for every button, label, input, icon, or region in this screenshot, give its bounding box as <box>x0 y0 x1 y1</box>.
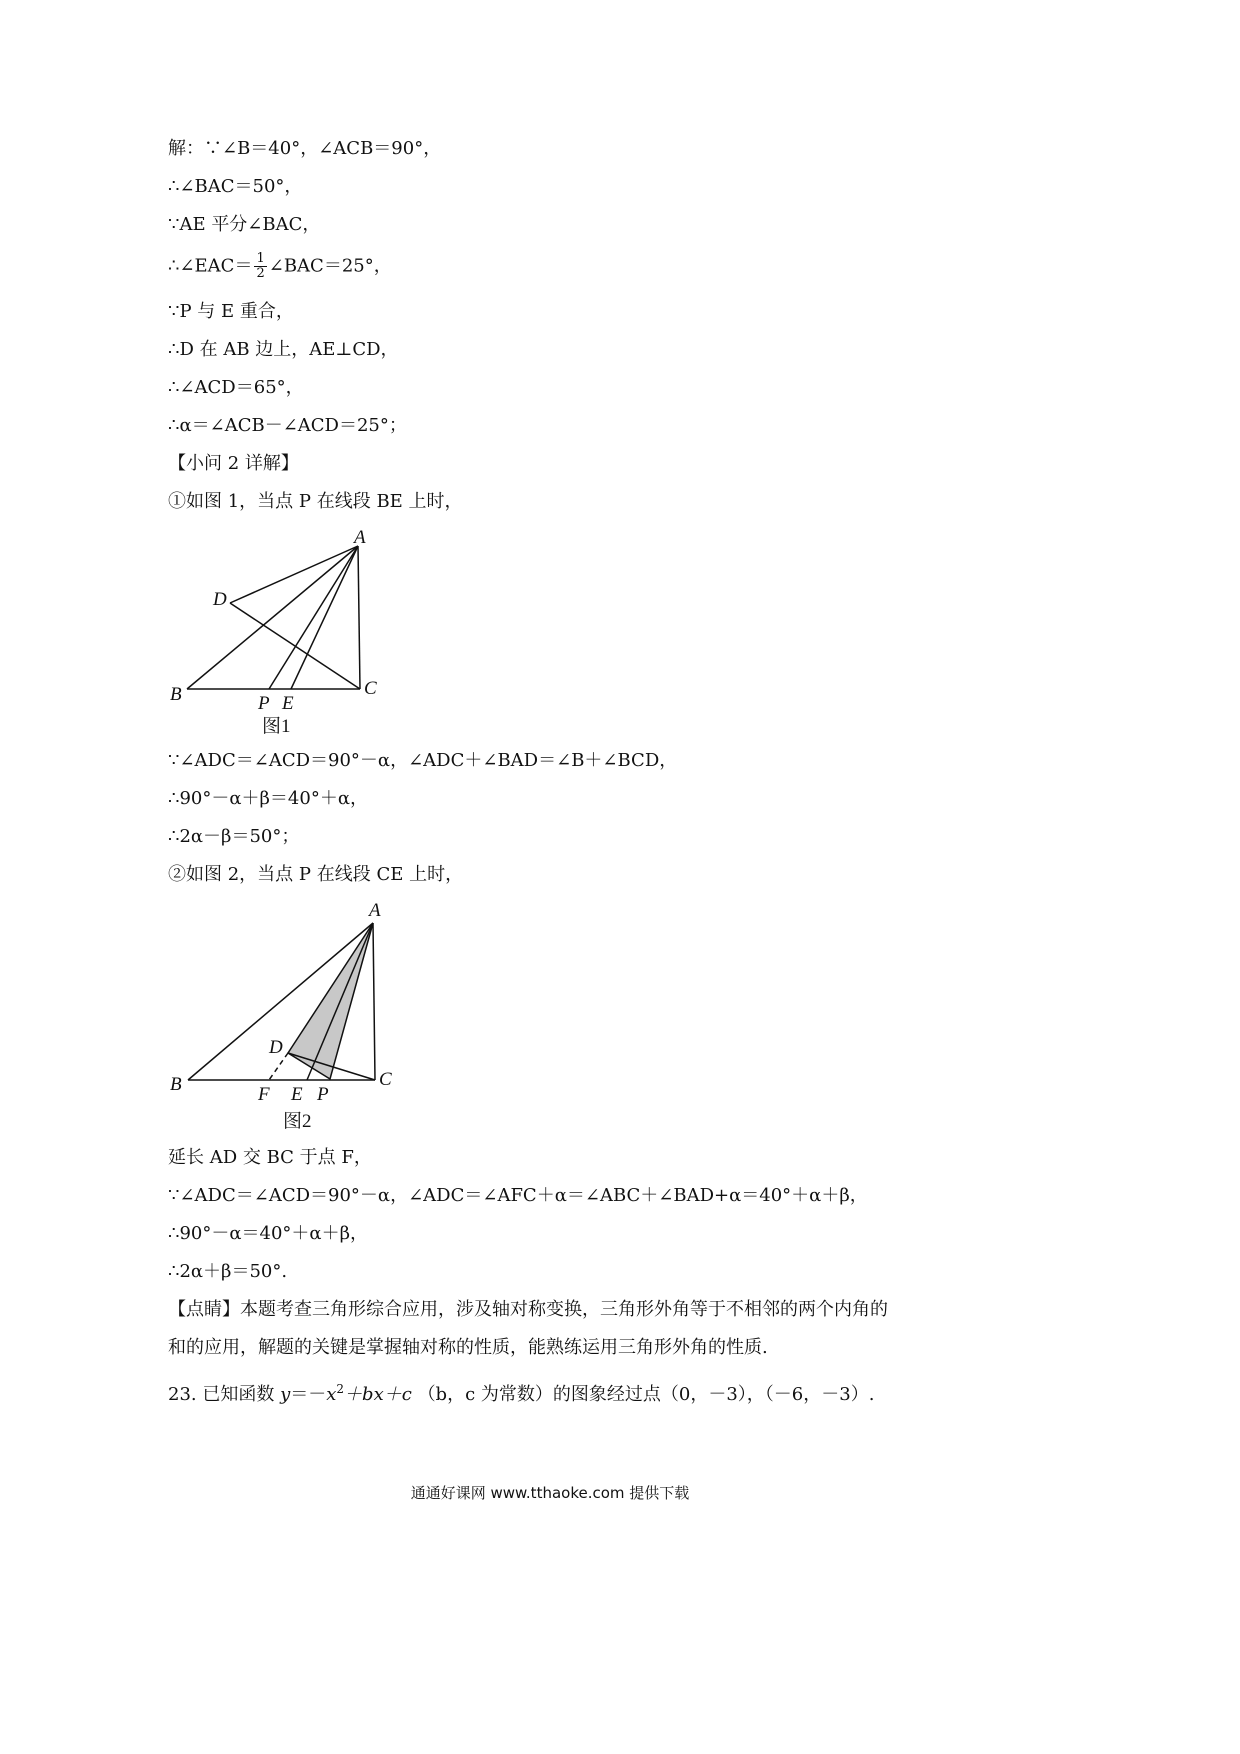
fraction-line-after: ∠BAC＝25°， <box>268 255 392 277</box>
function-y: y <box>280 1384 291 1405</box>
vertex-label: B <box>170 684 182 705</box>
vertex-label: A <box>369 900 381 921</box>
vertex-label: D <box>213 589 227 610</box>
fraction-line-before: ∴∠EAC＝ <box>168 255 253 277</box>
vertex-label: A <box>354 527 366 548</box>
question-23-rest: （b，c 为常数）的图象经过点（0，－3），（－6，－3）. <box>417 1384 875 1405</box>
function-exponent: 2 <box>336 1382 345 1396</box>
text-line: ∴2α＋β＝50°. <box>168 1261 288 1282</box>
fraction-numerator: 1 <box>256 251 265 266</box>
figure-caption: 图1 <box>262 716 291 737</box>
vertex-label: P <box>258 693 270 714</box>
text-line: ∴90°－α＝40°＋α＋β， <box>168 1223 368 1244</box>
text-line: ∵P 与 E 重合， <box>168 301 294 322</box>
text-line: ∴2α－β＝50°； <box>168 826 300 847</box>
text-line: ∴α＝∠ACB－∠ACD＝25°； <box>168 415 407 436</box>
figure-1 <box>165 522 395 742</box>
text-line: ∵∠ADC＝∠ACD＝90°－α，∠ADC＋∠BAD＝∠B＋∠BCD， <box>168 750 678 771</box>
vertex-label: D <box>269 1037 283 1058</box>
comment-line: 和的应用，解题的关键是掌握轴对称的性质，能熟练运用三角形外角的性质. <box>168 1337 768 1358</box>
text-line: ∴90°－α＋β＝40°＋α， <box>168 788 368 809</box>
vertex-label: C <box>364 678 377 699</box>
vertex-label: C <box>379 1069 392 1090</box>
text-line: ∴∠ACD＝65°， <box>168 377 304 398</box>
vertex-label: E <box>282 693 294 714</box>
question-23 <box>168 1378 874 1406</box>
vertex-label: E <box>291 1084 303 1105</box>
text-line: ∴D 在 AB 边上，AE⊥CD， <box>168 339 399 360</box>
comment-line: 【点睛】本题考查三角形综合应用，涉及轴对称变换，三角形外角等于不相邻的两个内角的 <box>168 1299 888 1320</box>
function-x: x <box>326 1384 337 1405</box>
vertex-label: B <box>170 1074 182 1095</box>
vertex-label: P <box>317 1084 329 1105</box>
question-23-lead: 23. 已知函数 <box>168 1384 275 1405</box>
page-footer: 通通好课网 www.tthaoke.com 提供下载 <box>410 1484 690 1502</box>
text-line: ①如图 1，当点 P 在线段 BE 上时， <box>168 491 463 512</box>
text-line: ②如图 2，当点 P 在线段 CE 上时， <box>168 864 464 885</box>
fraction-half <box>254 252 266 281</box>
function-eq: ＝－ <box>290 1384 327 1405</box>
text-line: 解：∵∠B＝40°，∠ACB＝90°， <box>168 138 442 159</box>
text-line: ∵AE 平分∠BAC， <box>168 214 321 235</box>
section-heading: 【小问 2 详解】 <box>168 453 299 474</box>
figure-caption: 图2 <box>283 1111 312 1132</box>
fraction-line <box>168 252 392 281</box>
vertex-label: F <box>258 1084 270 1105</box>
fraction-denominator: 2 <box>256 266 265 281</box>
figure-2 <box>165 895 405 1135</box>
text-line: ∵∠ADC＝∠ACD＝90°－α，∠ADC＝∠AFC＋α＝∠ABC＋∠BAD+α＝40°＋α＋β， <box>168 1185 868 1206</box>
text-line: 延长 AD 交 BC 于点 F， <box>168 1147 372 1168</box>
function-terms: ＋bx＋c <box>344 1384 412 1405</box>
text-line: ∴∠BAC＝50°， <box>168 176 303 197</box>
